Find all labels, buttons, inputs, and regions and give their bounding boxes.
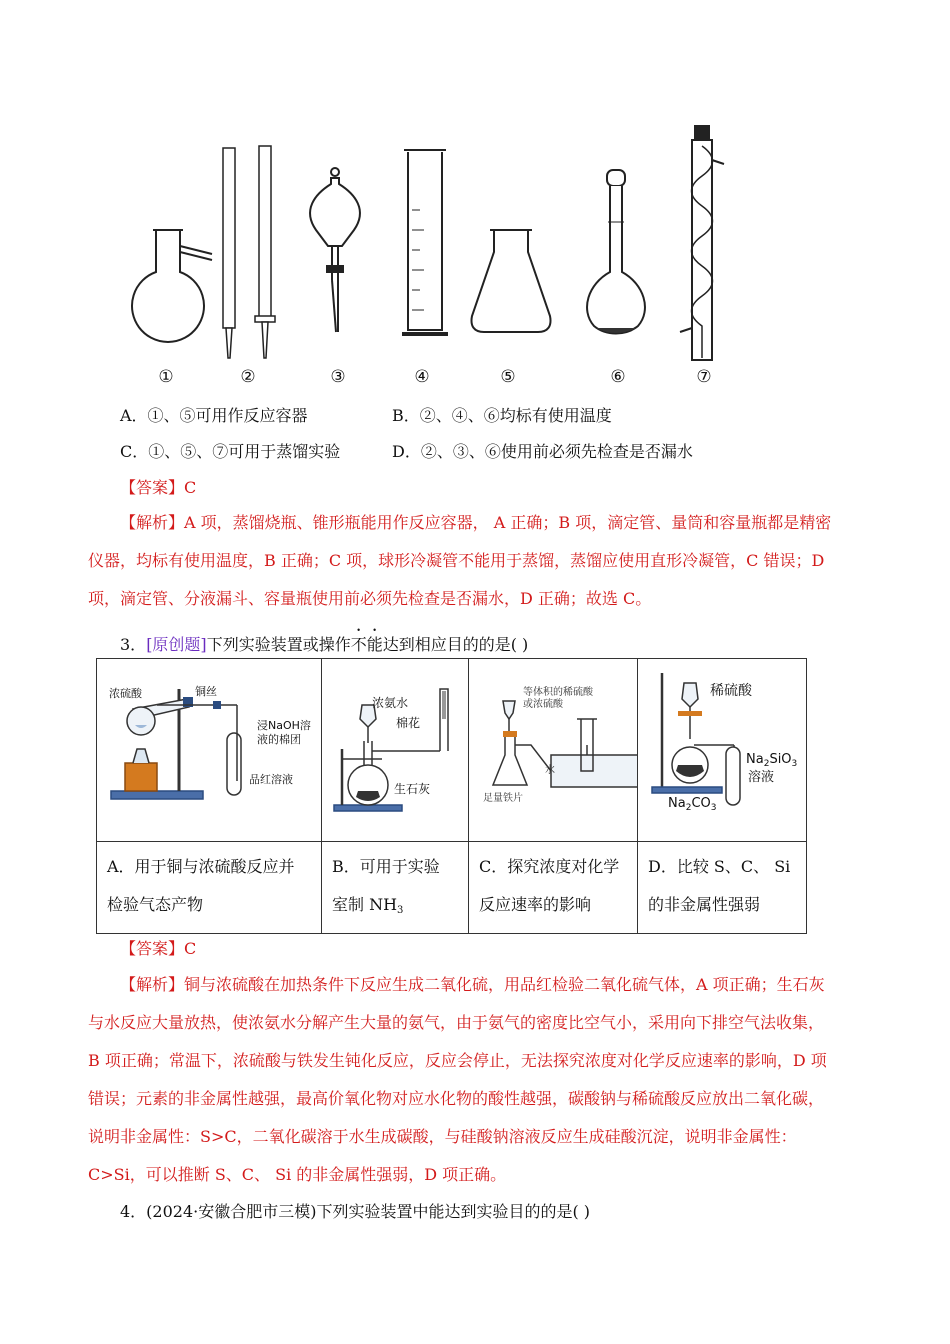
instrument-number-7: ⑦ xyxy=(696,367,712,387)
conical-flask-icon xyxy=(472,230,551,332)
panel-d-label-acid: 稀硫酸 xyxy=(710,683,752,699)
q3-analysis-line-5: 说明非金属性：S>C，二氧化碳溶于水生成碳酸，与硅酸钠溶液反应生成硅酸沉淀，说明非金属性： xyxy=(88,1127,797,1146)
question-number: 3． xyxy=(120,635,147,654)
separatory-funnel-icon xyxy=(310,168,360,332)
panel-c-label-acid-2: 或浓硫酸 xyxy=(523,699,563,710)
panel-d-label-carbonate: $Na_2CO_3$ xyxy=(668,796,717,813)
panel-d-label-solution: 溶液 xyxy=(748,770,775,785)
analysis-tag: 【解析】 xyxy=(120,513,185,532)
stem-emphasis: 不能 xyxy=(350,635,383,654)
instrument-number-6: ⑥ xyxy=(610,367,626,387)
q3-stem xyxy=(120,626,528,655)
instrument-number-2: ② xyxy=(240,367,256,387)
panel-d-label-silicate: $Na_2SiO_3$ xyxy=(746,752,798,769)
q2-answer xyxy=(120,478,196,498)
apparatus-table xyxy=(96,658,807,934)
q3-analysis-line-3: B 项正确；常温下，浓硫酸与铁发生钝化反应，反应会停止，无法探究浓度对化学反应速率的影响，D 项 xyxy=(88,1051,827,1070)
panel-c-label-water: 水 xyxy=(545,765,555,776)
panel-b-figure xyxy=(322,659,469,842)
instruments-figure xyxy=(120,120,740,370)
analysis-text: A 项，蒸馏烧瓶、锥形瓶能用作反应容器， A 正确；B 项，滴定管、量筒和容量瓶都是精密 xyxy=(184,513,832,532)
bulb-condenser-icon xyxy=(680,126,724,360)
q3-analysis-line-6: C>Si，可以推断 S、C、 Si 的非金属性强弱，D 项正确。 xyxy=(88,1165,507,1184)
answer-tag: 【答案】 xyxy=(120,939,185,958)
panel-b-label-cotton: 棉花 xyxy=(396,716,421,730)
q2-option-c: C．①、⑤、⑦可用于蒸馏实验 xyxy=(120,442,341,461)
panel-a-label-wire: 铜丝 xyxy=(195,685,217,698)
panel-d-figure xyxy=(638,659,807,842)
q2-analysis-line-1 xyxy=(120,513,831,533)
q2-analysis-line-2: 仪器，均标有使用温度，B 正确；C 项，球形冷凝管不能用于蒸馏，蒸馏应使用直形冷凝管，C 错误；D xyxy=(88,551,825,570)
stem-text: 下列实验装置或操作 xyxy=(206,635,351,654)
buret-icon xyxy=(223,146,275,358)
panel-b-label-lime: 生石灰 xyxy=(394,782,431,796)
instrument-number-5: ⑤ xyxy=(500,367,516,387)
analysis-text: 铜与浓硫酸在加热条件下反应生成二氧化硫，用品红检验二氧化硫气体，A 项正确；生石灰 xyxy=(184,975,825,994)
panel-a-label-acid: 浓硫酸 xyxy=(109,687,142,700)
q2-option-b: B．②、④、⑥均标有使用温度 xyxy=(392,406,612,425)
q2-option-a: A．①、⑤可用作反应容器 xyxy=(120,406,308,425)
panel-d-caption: D．比较 S、C、 Si 的非金属性强弱 xyxy=(638,842,807,934)
q3-analysis-line-4: 错误；元素的非金属性越强，最高价氧化物对应水化物的酸性越强，碳酸钠与稀硫酸反应放出二氧化碳， xyxy=(88,1089,825,1108)
panel-c-label-iron: 足量铁片 xyxy=(483,793,523,804)
instrument-number-3: ③ xyxy=(330,367,346,387)
instrument-number-1: ① xyxy=(158,367,174,387)
volumetric-flask-icon xyxy=(587,170,645,334)
answer-value: C xyxy=(184,478,197,497)
graduated-cylinder-icon xyxy=(402,150,448,334)
instrument-number-4: ④ xyxy=(414,367,430,387)
q3-analysis-line-2: 与水反应大量放热，使浓氨水分解产生大量的氨气，由于氨气的密度比空气小，采用向下排空气法收集， xyxy=(88,1013,825,1032)
stem-text-end: 达到相应目的的是( ) xyxy=(382,635,529,654)
q4-stem: 4．(2024·安徽合肥市三模)下列实验装置中能达到实验目的的是( ) xyxy=(120,1202,591,1221)
panel-a-label-magenta: 品红溶液 xyxy=(249,773,293,786)
answer-tag: 【答案】 xyxy=(120,478,185,497)
panel-b-caption: B．可用于实验 室制 $NH_3$ xyxy=(322,842,469,934)
panel-c-label-acid-1: 等体积的稀硫酸 xyxy=(523,687,593,698)
q3-analysis-line-1 xyxy=(120,975,825,995)
distilling-flask-icon xyxy=(132,230,212,342)
q2-analysis-line-3: 项，滴定管、分液漏斗、容量瓶使用前必须先检查是否漏水，D 正确；故选 C。 xyxy=(88,589,652,608)
panel-a-label-naoh-2: 液的棉团 xyxy=(257,733,301,746)
q3-answer xyxy=(120,939,196,959)
panel-a-figure xyxy=(97,659,322,842)
panel-c-caption: C．探究浓度对化学 反应速率的影响 xyxy=(469,842,638,934)
q2-option-d: D．②、③、⑥使用前必须先检查是否漏水 xyxy=(392,442,693,461)
panel-a-label-naoh-1: 浸NaOH溶 xyxy=(257,719,311,732)
analysis-tag: 【解析】 xyxy=(120,975,185,994)
panel-b-label-ammonia: 浓氨水 xyxy=(372,696,409,710)
panel-c-figure xyxy=(469,659,638,842)
answer-value: C xyxy=(184,939,197,958)
panel-a-caption: A．用于铜与浓硫酸反应并 检验气态产物 xyxy=(97,842,322,934)
original-question-tag: [原创题] xyxy=(146,635,207,654)
